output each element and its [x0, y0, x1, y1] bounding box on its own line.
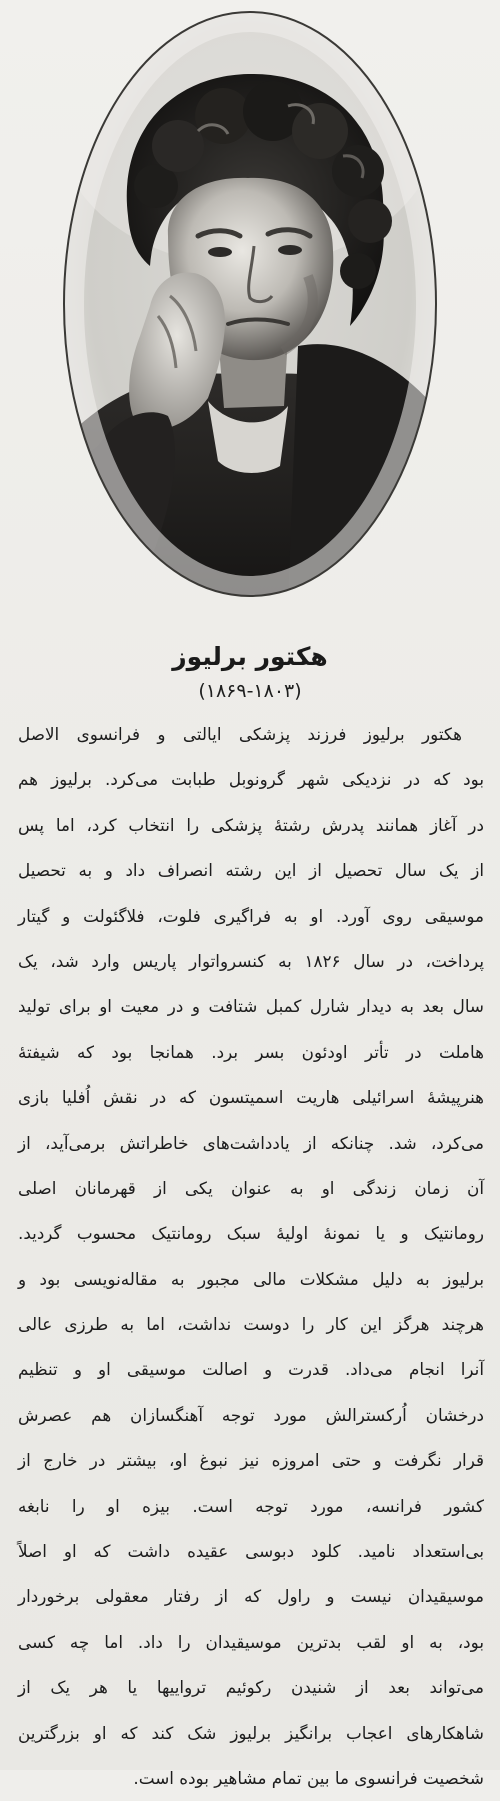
text-line: هکتور برلیوز فرزند پزشکی ایالتی و فرانسوی الاصل — [18, 724, 462, 744]
page-title: هکتور برلیوز — [172, 642, 328, 671]
text-line: هاملت در تأتر اودئون بسر برد. همانجا بود که شیفتهٔ — [18, 1041, 484, 1062]
text-line: بود، به او لقب بدترین موسیقیدان را داد. اما چه کسی — [18, 1631, 484, 1652]
text-line: پرداخت، در سال ۱۸۲۶ به کنسرواتوار پاریس وارد شد، یک — [18, 950, 484, 971]
text-line: می‌کرد، شد. چنانکه از یادداشت‌های خاطراتش برمی‌آید، از — [18, 1132, 484, 1153]
text-line: قرار نگرفت و حتی امروزه نیز نبوغ او، بیشتر در خارج از — [18, 1450, 484, 1471]
text-line: موسیقیدان نیست و راول که از رفتار معقولی برخوردار — [18, 1586, 484, 1607]
text-line: سال بعد به دیدار شارل کمبل شتافت و در معیت او برای تولید — [18, 996, 484, 1017]
text-line: هنرپیشهٔ اسرائیلی هاریت اسمیتسون که در نقش اُفلیا بازی — [18, 1087, 484, 1108]
portrait-image — [58, 6, 442, 602]
text-line: از یک سال تحصیل از این رشته انصراف داد و به تحصیل — [18, 860, 484, 881]
text-line: بی‌استعداد نامید. کلود دبوسی عقیده داشت که او اصلاً — [18, 1541, 484, 1562]
text-line: موسیقی روی آورد. او به فراگیری فلوت، فلاگئولت و گیتار — [18, 905, 484, 926]
life-dates: (۱۸۶۹-۱۸۰۳) — [198, 680, 302, 702]
text-line: درخشان اُرکسترالش مورد توجه آهنگسازان هم عصرش — [18, 1404, 484, 1425]
portrait-oval — [58, 6, 442, 602]
text-line: کشور فرانسه، مورد توجه است. بیزه او را نابغه — [18, 1495, 484, 1516]
text-line: در آغاز همانند پدرش رشتهٔ پزشکی را انتخاب کرد، اما پس — [18, 814, 484, 835]
text-line: آن زمان زندگی او به عنوان یکی از قهرمانان اصلی — [18, 1177, 484, 1198]
text-line: آنرا انجام می‌داد. قدرت و اصالت موسیقی او و تنظیم — [18, 1359, 484, 1380]
text-line: بود که در نزدیکی شهر گرونوبل طبابت می‌کرد. برلیوز هم — [18, 769, 484, 790]
text-line: برلیوز به دلیل مشکلات مالی مجبور به مقاله‌نویسی بود و — [18, 1268, 484, 1289]
article-body — [18, 712, 484, 1801]
text-line: شخصیت فرانسوی ما بین تمام مشاهیر بوده است. — [133, 1767, 484, 1788]
text-line: شاهکارهای اعجاب برانگیز برلیوز شک کند که او بزرگترین — [18, 1722, 484, 1743]
text-line: رومانتیک و یا نمونهٔ اولیهٔ سبک رومانتیک محسوب گردید. — [18, 1223, 484, 1244]
text-line: می‌تواند بعد از شنیدن رکوئیم ترواییها یا هر یک از — [18, 1677, 484, 1698]
text-line: هرچند هرگز این کار را دوست نداشت، اما به طرزی عالی — [18, 1314, 484, 1335]
